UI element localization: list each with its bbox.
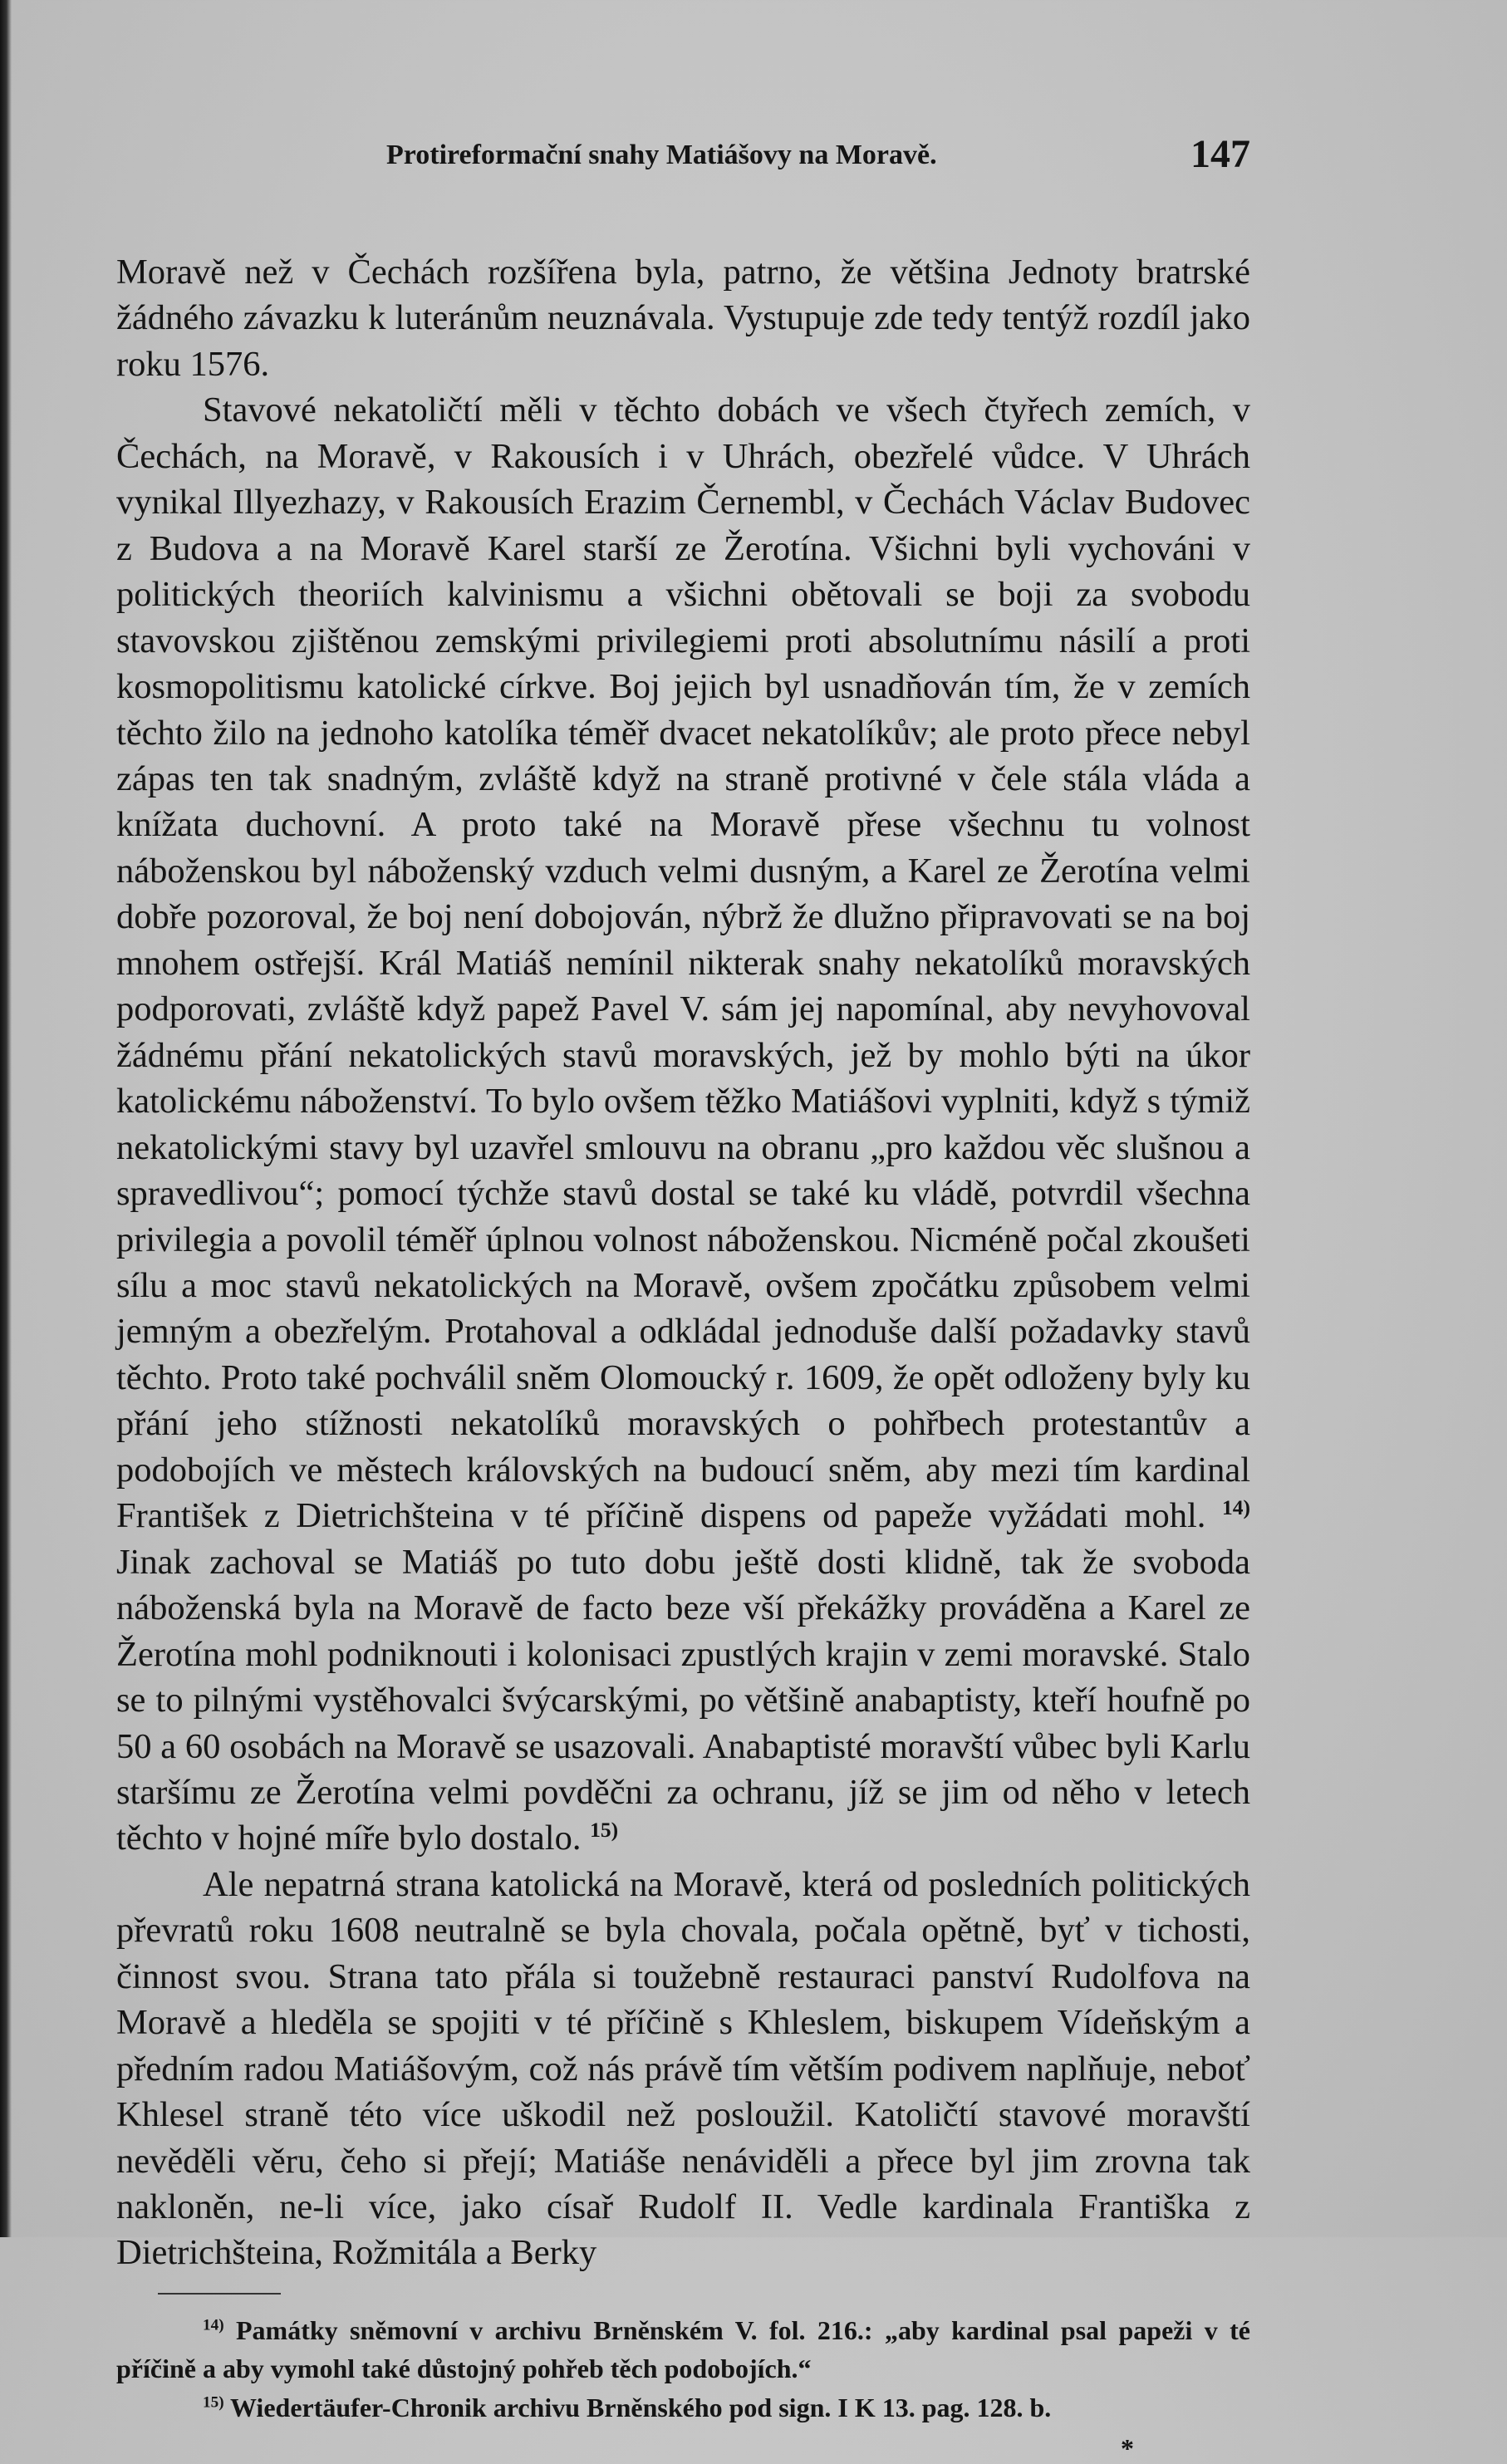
- book-page: [116, 125, 1250, 2464]
- footnote-number: 14): [203, 2316, 224, 2334]
- footnote-14: [116, 2311, 1250, 2388]
- footnotes: [116, 2311, 1250, 2427]
- running-head-title: Protireformační snahy Matiášovy na Moravě.: [386, 140, 937, 170]
- page-number: 147: [1190, 132, 1250, 176]
- footnote-ref-15[interactable]: 15): [590, 1818, 619, 1843]
- paragraph-text: Stavové nekatoličtí měli v těchto dobách ve všech čtyřech zemích, v Čechách, na Moravě, v Rakousích i v Uhrách, obezřelé vůdce. V Uhrách vynikal Illyezhazy, v Rakousích Erazim Černembl, v Čechách Václav Budovec z Budova a na Moravě Karel starší ze Žerotína. Všichni byli vychováni v politických theoriích kalvinismu a všichni obětovali se boji za svobodu stavovskou zjištěnou zemskými privilegiemi proti absolutnímu násilí a proti kosmopolitismu katolické církve. Boj jejich byl usnadňován tím, že v zemích těchto žilo na jednoho katolíka téměř dvacet nekatolíkův; ale proto přece nebyl zápas ten tak snadným, zvláště když na straně protivné v čele stála vláda a knížata duchovní. A proto také na Moravě přese všechnu tu volnost náboženskou byl náboženský vzduch velmi dusným, a Karel ze Žerotína velmi dobře pozoroval, že boj není dobojován, nýbrž že dlužno připravovati se na boj mnohem ostřejší. Král Matiáš nemínil nikterak snahy nekatolíků moravských podporovati, zvláště když papež Pavel V. sám jej napomínal, aby nevyhovoval žádnému přání nekatolických stavů moravských, jež by mohlo býti na úkor katolickému náboženství. To bylo ovšem těžko Matiášovi vyplniti, když s týmiž nekatolickými stavy byl uzavřel smlouvu na obranu „pro každou věc slušnou a spravedlivou“; pomocí týchže stavů dostal se také ku vládě, potvrdil všechna privilegia a povolil téměř úplnou volnost náboženskou. Nicméně počal zkoušeti sílu a moc stavů nekatolických na Moravě, ovšem zpočátku způsobem velmi jemným a obezřelým. Protahoval a odkládal jednoduše další požadavky stavů těchto. Proto také pochválil sněm Olomoucký r. 1609, že opět odloženy byly ku přání jeho stížnosti nekatolíků moravských o pohřbech protestantův a podobojích ve městech královských na budoucí sněm, aby mezi tím kardinal František z Dietrichšteina v té příčině dispens od papeže vyžádati mohl.: [116, 390, 1250, 1536]
- footnote-ref-14[interactable]: 14): [1222, 1495, 1251, 1520]
- footnote-divider: [158, 2293, 281, 2295]
- body-text: [116, 249, 1250, 2276]
- footnote-number: 15): [203, 2393, 224, 2412]
- paragraph-text: Jinak zachoval se Matiáš po tuto dobu ještě dosti klidně, tak že svoboda náboženská byla na Moravě de facto beze vší překážky prováděna a Karel ze Žerotína mohl podniknouti i kolonisaci zpustlých krajin v zemi moravské. Stalo se to pilnými vystěhovalci švýcarskými, po většině anabaptisty, kteří houfně po 50 a 60 osobách na Moravě se usazovali. Anabaptisté moravští vůbec byli Karlu staršímu ze Žerotína velmi povděčni za ochranu, jíž se jim od něho v letech těchto v hojné míře bylo dostalo.: [116, 1542, 1250, 1858]
- paragraph-continuation: Moravě než v Čechách rozšířena byla, patrno, že většina Jednoty bratrské žádného závazku k luteránům neuznávala. Vystupuje zde tedy tentýž rozdíl jako roku 1576.: [116, 253, 1250, 384]
- footnote-text: Wiedertäufer-Chronik archivu Brněnského pod sign. I K 13. pag. 128. b.: [230, 2392, 1052, 2422]
- paragraph-estates: [116, 387, 1250, 1862]
- footnote-15: [116, 2388, 1250, 2427]
- signature-mark: *: [1121, 2433, 1134, 2464]
- paragraph-catholic-party: Ale nepatrná strana katolická na Moravě, která od posledních politických převratů roku 1608 neutralně se byla chovala, počala opětně, byť v tichosti, činnost svou. Strana tato přála si toužebně restauraci panství Rudolfova na Moravě a hleděla se spojiti v té příčině s Khleslem, biskupem Vídeňským a předním radou Matiášovým, což nás právě tím větším podivem naplňuje, neboť Khlesel straně této více uškodil než posloužil. Katoličtí stavové moravští nevěděli věru, čeho si přejí; Matiáše nenáviděli a přece byl jim zrovna tak nakloněn, ne-li více, jako císař Rudolf II. Vedle kardinala Františka z Dietrichšteina, Rožmitála a Berky: [116, 1864, 1250, 2273]
- running-head: [116, 125, 1250, 191]
- scan-left-edge: [0, 0, 12, 2237]
- footnote-text: Památky sněmovní v archivu Brněnském V. fol. 216.: „aby kardinal psal papeži v té příčině a aby vymohl také důstojný pohřeb těch podobojích.“: [116, 2314, 1251, 2384]
